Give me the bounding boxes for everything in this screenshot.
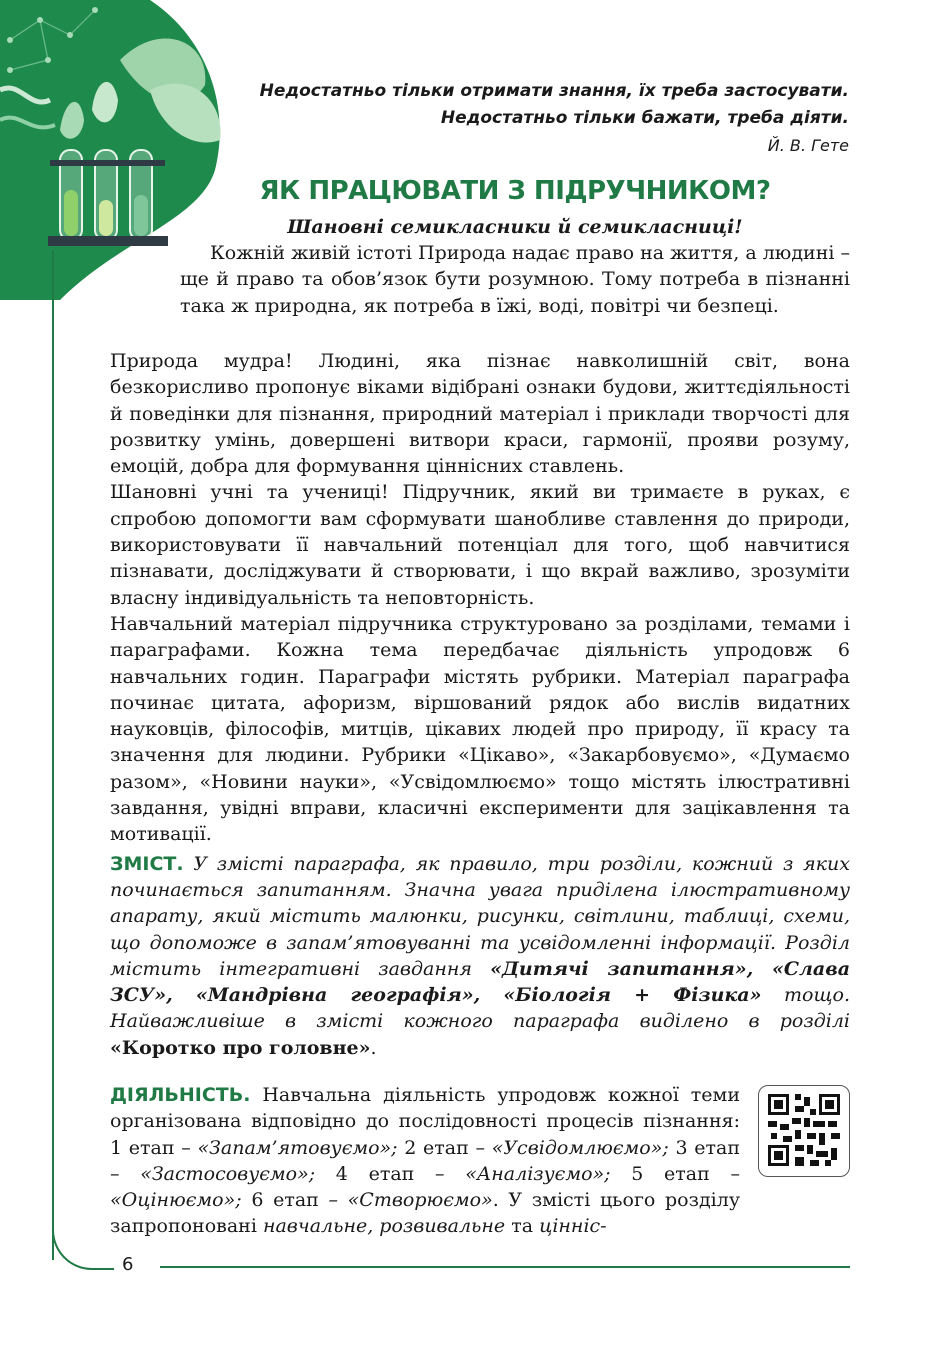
footer-line [160,1266,850,1268]
stage-4: «Аналізуємо»; [465,1162,611,1185]
zmist-label: ЗМІСТ. [110,852,184,875]
paragraph-2 [110,479,850,610]
page-frame-line [52,250,54,1260]
zmist-bold-2: «Коротко про головне» [110,1036,371,1059]
diyalnist-text-6: 6 етап – [241,1189,348,1212]
qr-code[interactable] [758,1085,850,1177]
diyalnist-section [110,1082,850,1240]
paragraph-3-text: Навчальний матеріал підручника структуровано за розділами, темами і параграфами. Кожна тема передбачає діяльність упродовж 6 навчальних годин. Параграфи містять рубрики. Матеріал параграфа починає цитата, афоризм, віршований рядок або вислів видатних науковців, філософів, митців, цікавих людей про природу, її красу та значення для людини. Рубрики «Цікаво», «Закарбовуємо», «Думаємо разом», «Новини науки», «Усвідомлюємо» тощо містять ілюстративні завдання, увідні вправи, класичні експерименти для зацікавлення та мотивації. [110,612,850,846]
paragraph-1-text: Природа мудра! Людині, яка пізнає навколишній світ, вона безкорисливо пропонує віками відібрані ознаки будови, життєдіяльності й поведінки для пізнання, природний матеріал і приклади творчості для розвитку умінь, довершені витвори краси, гармонії, прояви розуму, емоцій, добра для формування ціннісних ставлень. [110,350,850,478]
stage-5: «Оцінюємо»; [110,1189,242,1212]
greeting: Шановні семикласники й семикласниці! [287,216,743,238]
stage-1: «Запам’ятовуємо»; [197,1136,398,1159]
zmist-end: . [370,1036,377,1059]
epigraph-author: Й. В. Гете [767,136,849,155]
page-frame-corner [52,1220,114,1270]
diyalnist-text-1: Навчальна діяльність упродовж кожної теми організована відповідно до послідовності процесів пізнання: 1 етап – [110,1084,740,1159]
stage-6: «Створюємо» [347,1189,493,1212]
diyalnist-text-2: 2 етап – [397,1136,492,1159]
diyalnist-text-4: 4 етап – [315,1162,466,1185]
diyalnist-text-3: 3 етап – [110,1136,740,1185]
zmist-text-1: У змісті параграфа, як правило, три розділи, кожний з яких починається запитанням. Значна увага приділена ілюстративному апарату, який містить малюнки, рисунки, світлини, таблиці, схеми, що допоможе в запам’ятовуванні та усвідомленні інформації. Розділ містить інтегративні завдання [110,852,850,980]
intro-text: Кожній живій істоті Природа надає право на життя, а людині – ще й право та обов’язок бути розумною. Тому потреба в пізнанні така ж природна, як потреба в їжі, воді, повітрі чи безпеці. [180,242,850,317]
paragraph-3 [110,611,850,848]
stage-2: «Усвідомлюємо»; [491,1136,669,1159]
page-title: ЯК ПРАЦЮВАТИ З ПІДРУЧНИКОМ? [259,176,771,206]
intro-paragraph [180,240,850,319]
epigraph-line-2: Недостатньо тільки бажати, треба діяти. [440,108,849,128]
epigraph-line-1: Недостатньо тільки отримати знання, їх треба застосувати. [259,81,849,101]
diyalnist-intro [110,1082,740,1240]
body-text [110,348,850,1061]
zmist-text-2: тощо. Найважливіше в змісті кожного параграфа виділено в розділі [110,984,850,1033]
diyalnist-italic-2: цінніс- [539,1215,607,1238]
stage-3: «Застосовуємо»; [140,1162,316,1185]
diyalnist-text-5: 5 етап – [610,1162,740,1185]
qr-code-icon [768,1094,840,1166]
diyalnist-text-7: . У змісті цього розділу запропоновані [110,1189,740,1238]
diyalnist-text-8: та [505,1215,540,1238]
page-number: 6 [122,1254,134,1275]
diyalnist-label: ДІЯЛЬНІСТЬ. [110,1084,251,1106]
zmist-section [110,851,850,1061]
epigraph [260,78,849,159]
paragraph-2-text: Шановні учні та учениці! Підручник, який ви тримаєте в руках, є спробою допомогти вам сформувати шанобливе ставлення до природи, використовувати її навчальний потенціал для того, щоб навчитися пізнавати, досліджувати й створювати, і що вкрай важливо, зрозуміти власну індивідуальність та неповторність. [110,481,850,609]
paragraph-1 [110,348,850,479]
zmist-bold-1: «Дитячі запитання», «Слава ЗСУ», «Мандрівна географія», «Біологія + Фізика» [110,957,851,1007]
diyalnist-italic-1: навчальне, розвивальне [262,1215,506,1238]
